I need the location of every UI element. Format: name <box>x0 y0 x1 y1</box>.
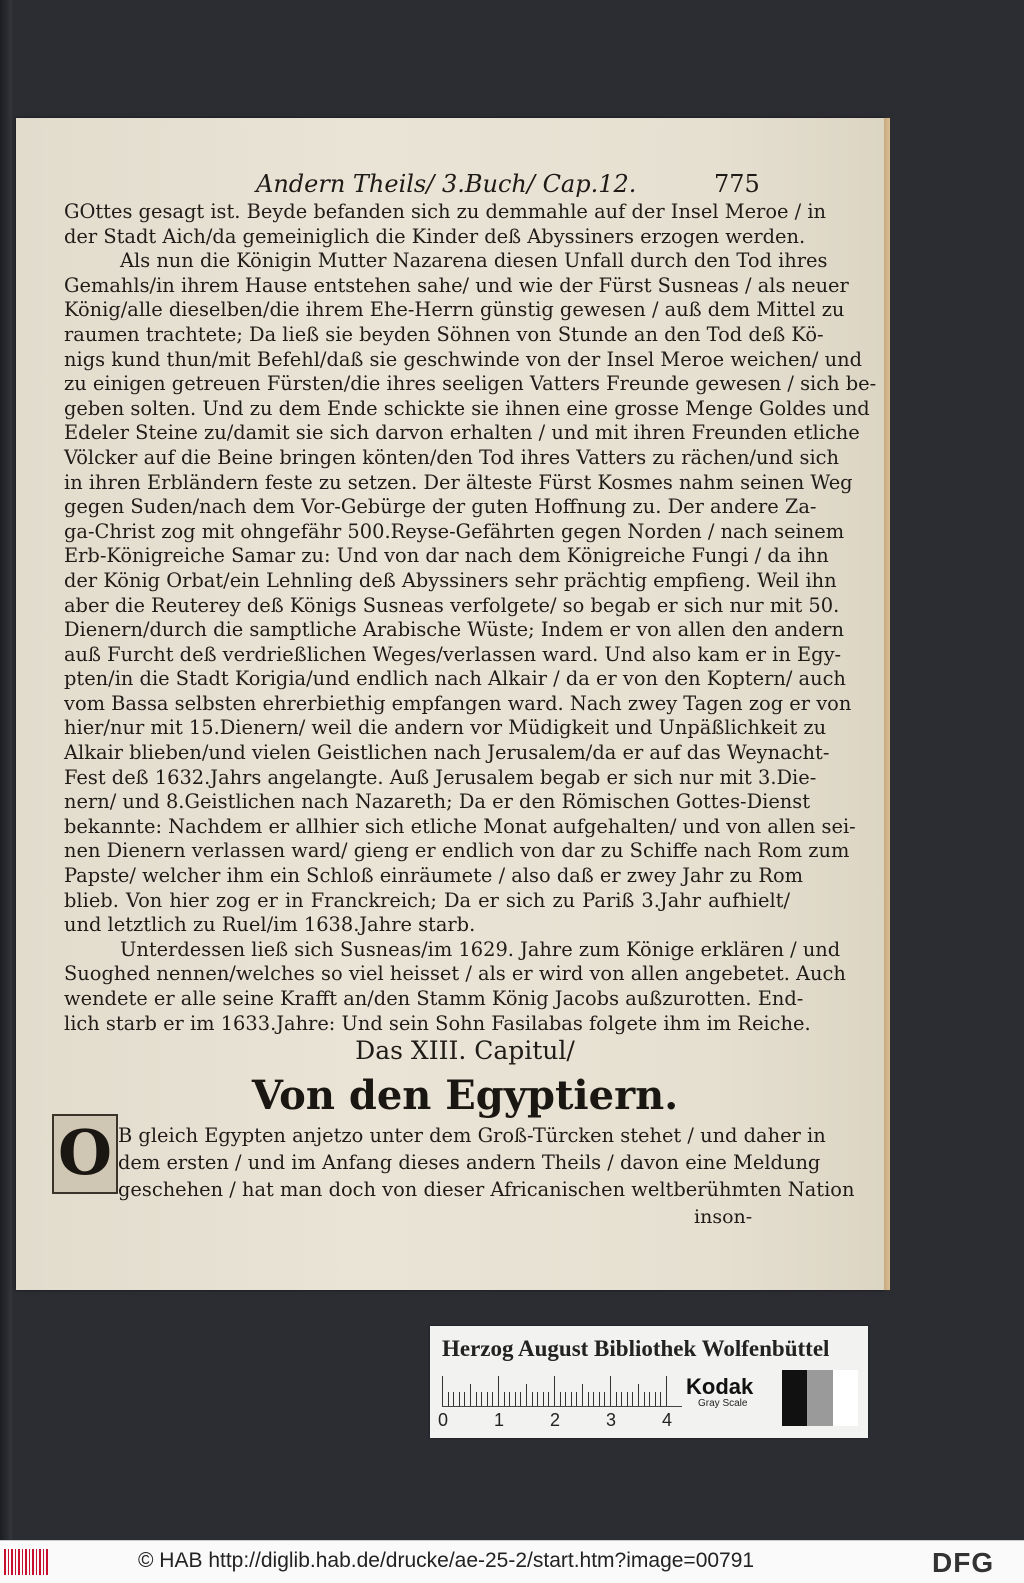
body-text <box>64 200 877 1036</box>
text-line: Dienern/durch die samptliche Arabische Wüste; Indem er von allen den andern <box>64 618 844 642</box>
ruler-tick <box>660 1392 661 1406</box>
text-line: GOttes gesagt ist. Beyde befanden sich zu demmahle auf der Insel Meroe / in <box>64 200 827 223</box>
text-line: Alkair blieben/und vielen Geistlichen nach Jerusalem/da er auf das Weynacht- <box>64 741 830 765</box>
text-line: Unterdessen ließ sich Susneas/im 1629. Jahre zum Könige erklären / und <box>120 937 841 961</box>
decorated-initial: O <box>52 1114 118 1194</box>
text-line: zu einigen getreuen Fürsten/die ihres seeligen Vatters Freunde gewesen / sich be- <box>64 372 877 396</box>
text-line: hier/nur mit 15.Dienern/ weil die andern vor Müdigkeit und Unpäßlichkeit zu <box>64 716 827 740</box>
text-line: aber die Reuterey deß Königs Susneas verfolgete/ so begab er sich nur mit 50. <box>64 593 840 617</box>
kodak-logo: Kodak <box>686 1374 754 1399</box>
ruler-number: 2 <box>550 1410 561 1430</box>
ruler-tick <box>498 1376 499 1406</box>
gray-swatches <box>782 1370 858 1426</box>
ruler-tick <box>453 1392 454 1406</box>
text-line: der König Orbat/ein Lehnling deß Abyssiners sehr prächtig empfieng. Weil ihn <box>64 568 837 592</box>
ruler-tick <box>593 1392 594 1406</box>
ruler-tick <box>649 1392 650 1406</box>
ruler-number: 0 <box>438 1410 449 1430</box>
ruler-tick <box>582 1384 583 1406</box>
text-line: auß Furcht deß verdrießlichen Weges/verlassen ward. Und also kam er in Egy- <box>64 642 842 666</box>
ruler-tick <box>644 1392 645 1406</box>
text-line: Fest deß 1632.Jahrs angelangte. Auß Jerusalem begab er sich nur mit 3.Die- <box>64 765 817 789</box>
ruler-number: 1 <box>494 1410 505 1430</box>
text-line: und letztlich zu Ruel/im 1638.Jahre starb. <box>64 913 476 937</box>
chapter-text-line: geschehen / hat man doch von dieser Africanischen weltberühmten Nation <box>118 1178 855 1201</box>
ruler-tick <box>520 1392 521 1406</box>
text-line: Papste/ welcher ihm ein Schloß einräumete / also daß er zwey Jahr zu Rom <box>64 864 804 888</box>
footer-bar <box>0 1540 1024 1583</box>
text-line: Als nun die Königin Mutter Nazarena diesen Unfall durch den Tod ihres <box>120 249 828 273</box>
ruler-tick <box>487 1392 488 1406</box>
ruler-tick <box>554 1376 555 1406</box>
text-line: Gemahls/in ihrem Hause entstehen sahe/ und wie der Fürst Susneas / als neuer <box>64 273 849 297</box>
text-line: ga-Christ zog mit ohngefähr 500.Reyse-Gefährten gegen Norden / nach seinem <box>64 519 845 543</box>
ruler-tick <box>616 1392 617 1406</box>
card-title: Herzog August Bibliothek Wolfenbüttel <box>442 1336 830 1361</box>
ruler-tick <box>632 1392 633 1406</box>
ruler-tick <box>655 1392 656 1406</box>
text-line: vom Bassa selbsten ehrerbiethig empfangen ward. Nach zwey Tagen zog er von <box>64 691 852 715</box>
gray-swatch <box>833 1370 858 1426</box>
ruler-tick <box>464 1392 465 1406</box>
ruler-tick <box>543 1392 544 1406</box>
dfg-logo: DFG <box>932 1547 995 1578</box>
catchword: inson- <box>694 1206 753 1228</box>
ruler-tick <box>509 1392 510 1406</box>
ruler-tick <box>470 1384 471 1406</box>
chapter-title: Von den Egyptiern. <box>251 1072 679 1119</box>
ruler-tick <box>537 1392 538 1406</box>
chapter-text-line: dem ersten / und im Anfang dieses andern Theils / davon eine Meldung <box>118 1151 821 1174</box>
ruler-tick <box>532 1392 533 1406</box>
page-number: 775 <box>714 170 760 198</box>
gray-swatch <box>782 1370 807 1426</box>
hab-barcode-icon <box>4 1549 48 1575</box>
ruler-tick <box>442 1376 443 1406</box>
ruler-tick <box>604 1392 605 1406</box>
text-line: geben solten. Und zu dem Ende schickte sie ihnen eine grosse Menge Goldes und <box>64 396 870 420</box>
scanner-left-strip <box>0 0 12 1540</box>
ruler-tick <box>504 1392 505 1406</box>
ruler-tick <box>492 1392 493 1406</box>
running-head-title: Andern Theils/ 3.Buch/ Cap.12. <box>256 170 637 198</box>
text-line: bekannte: Nachdem er allhier sich etliche Monat aufgehalten/ und von allen sei- <box>64 814 856 838</box>
ruler-tick <box>627 1392 628 1406</box>
gray-swatch <box>807 1370 832 1426</box>
chapter-heading: Das XIII. Capitul/ <box>355 1036 575 1065</box>
text-line: der Stadt Aich/da gemeiniglich die Kinder deß Abyssiners erzogen werden. <box>64 224 806 248</box>
ruler-tick <box>565 1392 566 1406</box>
chapter-text <box>118 1122 855 1203</box>
text-line: nigs kund thun/mit Befehl/daß sie geschwinde von der Insel Meroe weichen/ und <box>64 347 862 371</box>
ruler-tick <box>459 1392 460 1406</box>
chapter-text-line: B gleich Egypten anjetzo unter dem Groß-Türcken stehet / und daher in <box>118 1124 826 1147</box>
ruler-tick <box>610 1376 611 1406</box>
text-line: blieb. Von hier zog er in Franckreich; Da er sich zu Pariß 3.Jahr aufhielt/ <box>64 888 790 912</box>
footer-link[interactable]: © HAB http://diglib.hab.de/drucke/ae-25-2/start.htm?image=00791 <box>138 1549 755 1572</box>
text-line: wendete er alle seine Krafft an/den Stamm König Jacobs außzurotten. End- <box>64 987 804 1010</box>
text-line: pten/in die Stadt Korigia/und endlich nach Alkair / da er von den Koptern/ auch <box>64 667 846 691</box>
color-calibration-card <box>430 1326 868 1438</box>
ruler-number: 3 <box>606 1410 617 1430</box>
ruler-tick <box>576 1392 577 1406</box>
ruler-tick <box>599 1392 600 1406</box>
ruler-tick <box>548 1392 549 1406</box>
ruler-tick <box>638 1384 639 1406</box>
text-line: nern/ und 8.Geistlichen nach Nazareth; Da er den Römischen Gottes-Dienst <box>64 790 811 814</box>
ruler-tick <box>571 1392 572 1406</box>
text-line: Edeler Steine zu/damit sie sich darvon erhalten / und mit ihren Freunden etliche <box>64 421 860 445</box>
text-line: nen Dienern verlassen ward/ gieng er endlich von dar zu Schiffe nach Rom zum <box>64 839 850 863</box>
text-line: in ihren Erbländern feste zu setzen. Der älteste Fürst Kosmes nahm seinen Weg <box>64 470 853 494</box>
ruler-tick <box>515 1392 516 1406</box>
ruler-number: 4 <box>662 1410 673 1430</box>
ruler-tick <box>448 1392 449 1406</box>
text-line: Völcker auf die Beine bringen könten/den Tod ihres Vatters zu rächen/und sich <box>64 445 840 469</box>
ruler-tick <box>526 1384 527 1406</box>
ruler-tick <box>560 1392 561 1406</box>
text-line: Erb-Königreiche Samar zu: Und von dar nach dem Königreiche Fungi / da ihn <box>64 544 829 568</box>
text-line: gegen Suden/nach dem Vor-Gebürge der guten Hoffnung zu. Der andere Za- <box>64 495 817 519</box>
text-line: König/alle dieselben/die ihrem Ehe-Herrn günstig gewesen / auß dem Mittel zu <box>64 298 845 322</box>
ruler-tick <box>481 1392 482 1406</box>
ruler-tick <box>476 1392 477 1406</box>
running-head <box>16 170 884 200</box>
text-line: lich starb er im 1633.Jahre: Und sein Sohn Fasilabas folgete ihm im Reiche. <box>64 1011 811 1035</box>
ruler-tick <box>621 1392 622 1406</box>
page-edge <box>884 118 890 1290</box>
text-line: raumen trachtete; Da ließ sie beyden Söhnen von Stunde an den Tod deß Kö- <box>64 322 824 346</box>
scale-ruler <box>442 1374 682 1407</box>
text-line: Suoghed nennen/welches so viel heisset / als er wird von allen angebetet. Auch <box>64 962 846 986</box>
gray-scale-label: Gray Scale <box>698 1398 748 1409</box>
ruler-tick <box>588 1392 589 1406</box>
book-page <box>16 118 884 1290</box>
ruler-tick <box>666 1376 667 1406</box>
